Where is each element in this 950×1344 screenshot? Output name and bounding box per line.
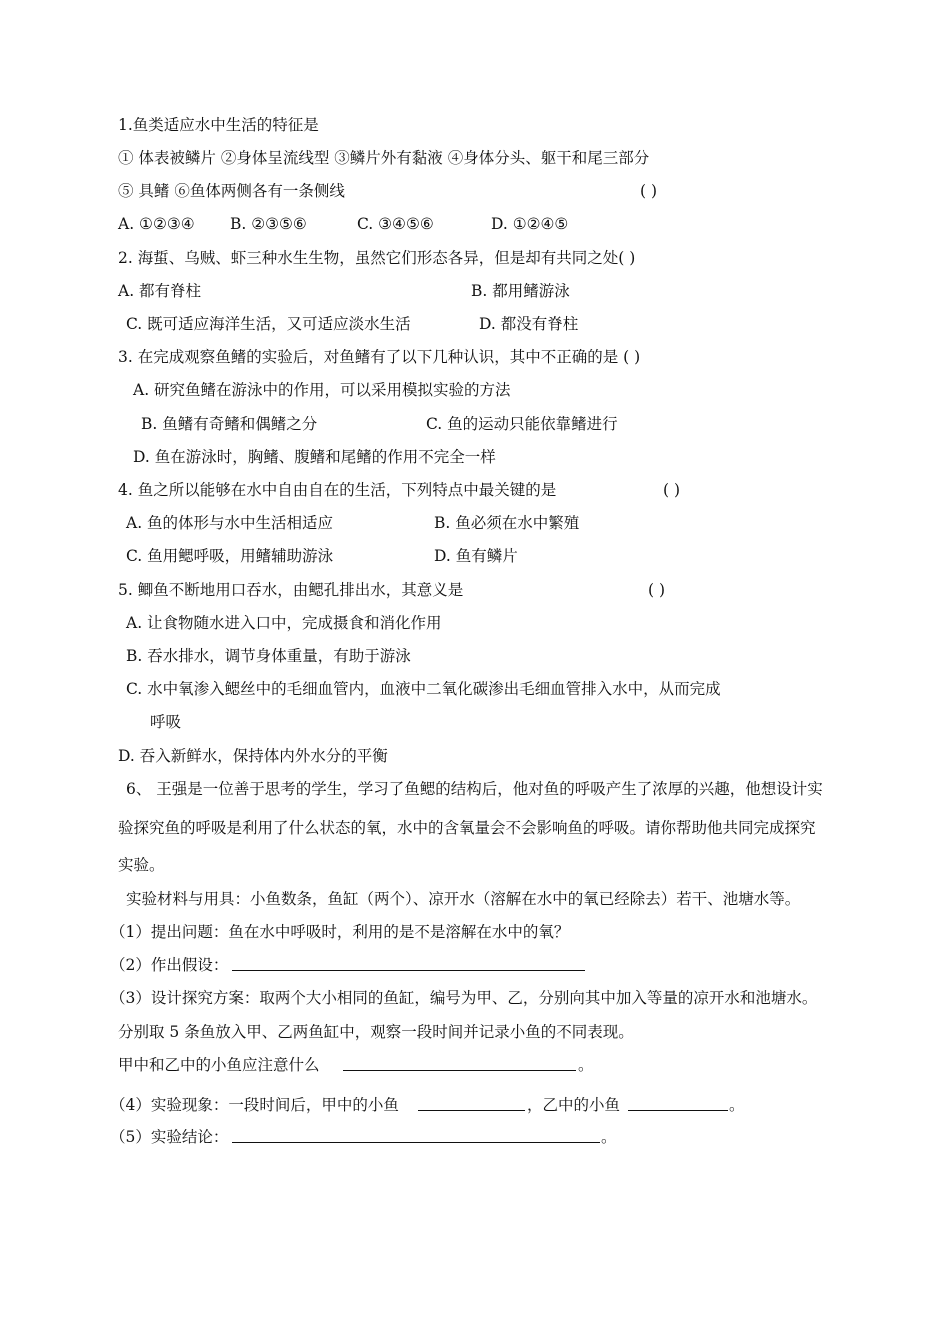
q2-stem: 2. 海蜇、乌贼、虾三种水生生物，虽然它们形态各异，但是却有共同之处( ) xyxy=(118,249,636,267)
q6-step-4-b: ，乙中的小鱼 xyxy=(527,1096,621,1114)
q3-option-b: B. 鱼鳍有奇鳍和偶鳍之分 xyxy=(141,415,318,433)
q6-step-1: （1）提出问题：鱼在水中呼吸时，利用的是不是溶解在水中的氧？ xyxy=(110,923,570,941)
q4-stem: 4. 鱼之所以能够在水中自由自在的生活，下列特点中最关键的是 xyxy=(118,481,557,499)
q6-tank-a-blank[interactable] xyxy=(418,1110,525,1111)
q4-option-a: A. 鱼的体形与水中生活相适应 xyxy=(126,514,334,532)
q2-option-d: D. 都没有脊柱 xyxy=(479,315,579,333)
q2-option-c: C. 既可适应海洋生活，又可适应淡水生活 xyxy=(126,315,411,333)
q3-stem: 3. 在完成观察鱼鳍的实验后，对鱼鳍有了以下几种认识，其中不正确的是 ( ) xyxy=(118,348,641,366)
q6-step-4-end: 。 xyxy=(729,1096,745,1114)
q1-stem: 1.鱼类适应水中生活的特征是 xyxy=(118,116,319,134)
q6-step-5-end: 。 xyxy=(601,1128,617,1146)
q1-option-d: D. ①②④⑤ xyxy=(491,215,569,233)
q5-option-b: B. 吞水排水，调节身体重量，有助于游泳 xyxy=(126,647,411,665)
q5-option-c-continued: 呼吸 xyxy=(150,713,182,731)
q5-answer-paren: ( ) xyxy=(648,581,666,599)
q4-answer-paren: ( ) xyxy=(663,481,681,499)
q1-option-a: A. ①②③④ xyxy=(118,215,195,233)
q6-materials: 实验材料与用具：小鱼数条，鱼缸（两个）、凉开水（溶解在水中的氧已经除去）若干、池塘水等。 xyxy=(126,890,801,908)
q2-option-a: A. 都有脊柱 xyxy=(118,282,202,300)
q6-step-5: （5）实验结论： xyxy=(110,1128,229,1146)
q6-step-4: （4）实验现象：一段时间后，甲中的小鱼 xyxy=(110,1096,399,1114)
q6-step-3-continued: 分别取 5 条鱼放入甲、乙两鱼缸中，观察一段时间并记录小鱼的不同表现。 xyxy=(118,1023,634,1041)
q6-step-2: （2）作出假设： xyxy=(110,956,229,974)
q4-option-c: C. 鱼用鳃呼吸，用鳍辅助游泳 xyxy=(126,547,334,565)
q6-attention-blank[interactable] xyxy=(343,1070,576,1071)
q6-step-3-end: 。 xyxy=(578,1056,594,1074)
q3-option-d: D. 鱼在游泳时，胸鳍、腹鳍和尾鳍的作用不完全一样 xyxy=(133,448,496,466)
q4-option-b: B. 鱼必须在水中繁殖 xyxy=(434,514,580,532)
q6-step-3: （3）设计探究方案：取两个大小相同的鱼缸，编号为甲、乙，分别向其中加入等量的凉开水和池塘水。 xyxy=(110,989,818,1007)
q6-stem: 6、 王强是一位善于思考的学生，学习了鱼鳃的结构后，他对鱼的呼吸产生了浓厚的兴趣，他想设计实 xyxy=(126,780,823,798)
q5-stem: 5. 鲫鱼不断地用口吞水，由鳃孔排出水，其意义是 xyxy=(118,581,464,599)
q6-conclusion-blank[interactable] xyxy=(232,1142,600,1143)
q6-stem: 验探究鱼的呼吸是利用了什么状态的氧，水中的含氧量会不会影响鱼的呼吸。请你帮助他共同完成探究 xyxy=(118,819,816,837)
q1-option-c: C. ③④⑤⑥ xyxy=(357,215,434,233)
q1-statements-line: ⑤ 具鳍 ⑥鱼体两侧各有一条侧线 xyxy=(118,182,345,200)
q3-option-a: A. 研究鱼鳍在游泳中的作用，可以采用模拟实验的方法 xyxy=(133,381,511,399)
q6-step-3-question: 甲中和乙中的小鱼应注意什么 xyxy=(118,1056,320,1074)
q1-statements-line: ① 体表被鳞片 ②身体呈流线型 ③鳞片外有黏液 ④身体分头、躯干和尾三部分 xyxy=(118,149,650,167)
q6-stem: 实验。 xyxy=(118,856,165,874)
q1-answer-paren: ( ) xyxy=(640,182,658,200)
q4-option-d: D. 鱼有鳞片 xyxy=(434,547,518,565)
q5-option-d: D. 吞入新鲜水，保持体内外水分的平衡 xyxy=(118,747,388,765)
q6-hypothesis-blank[interactable] xyxy=(232,970,585,971)
q5-option-c: C. 水中氧渗入鳃丝中的毛细血管内，血液中二氧化碳渗出毛细血管排入水中，从而完成 xyxy=(126,680,721,698)
q6-tank-b-blank[interactable] xyxy=(628,1110,728,1111)
q3-option-c: C. 鱼的运动只能依靠鳍进行 xyxy=(426,415,618,433)
q2-option-b: B. 都用鳍游泳 xyxy=(471,282,570,300)
q5-option-a: A. 让食物随水进入口中，完成摄食和消化作用 xyxy=(126,614,442,632)
q1-option-b: B. ②③⑤⑥ xyxy=(230,215,307,233)
